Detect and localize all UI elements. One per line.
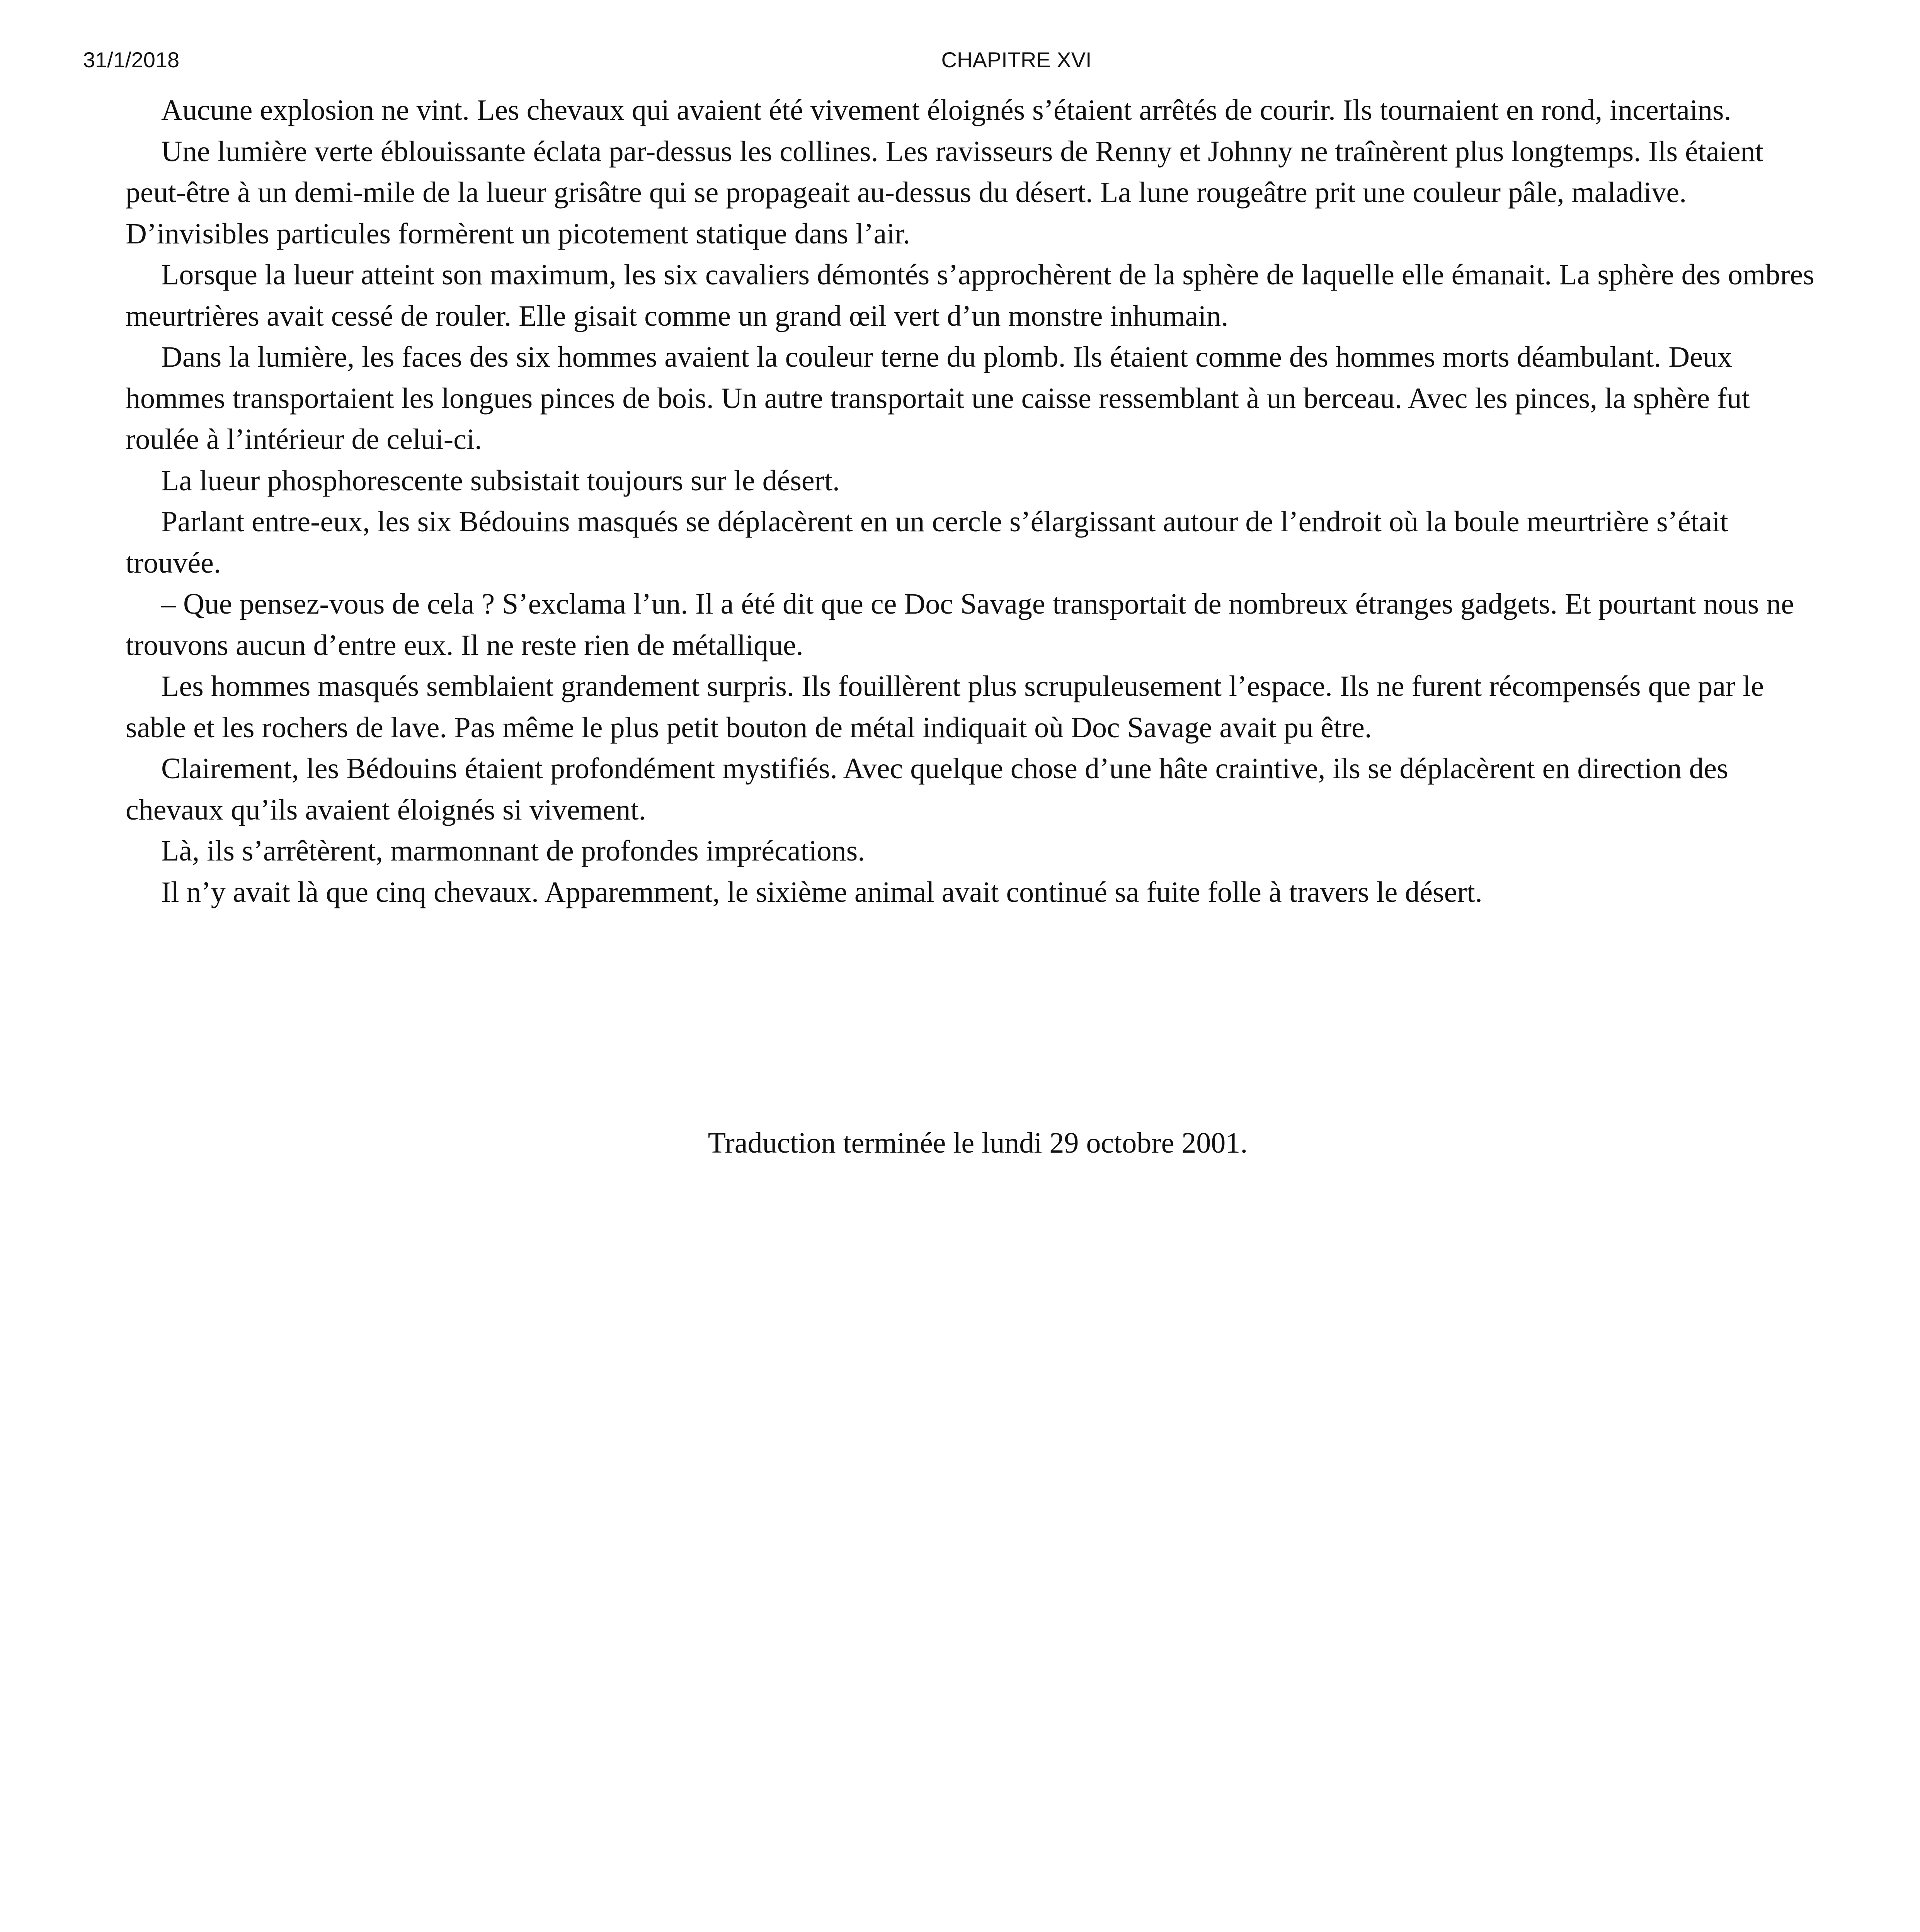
paragraph: Parlant entre-eux, les six Bédouins masqués se déplacèrent en un cercle s’élargissant autour de l’endroit où la boule meurtrière s’était trouvée. (126, 505, 1728, 579)
chapter-body (126, 90, 1816, 913)
paragraph: Dans la lumière, les faces des six hommes avaient la couleur terne du plomb. Ils étaient comme des hommes morts déambulant. Deux hommes transportaient les longues pinces de bois. Un autre transportait une caisse ressemblant à un berceau. Avec les pinces, la sphère fut roulée à l’intérieur de celui-ci. (126, 341, 1750, 456)
translation-note: Traduction terminée le lundi 29 octobre 2001. (708, 1127, 1248, 1159)
page-title: CHAPITRE XVI (941, 48, 1092, 72)
paragraph: Les hommes masqués semblaient grandement surpris. Ils fouillèrent plus scrupuleusement l’espace. Ils ne furent récompensés que par le sable et les rochers de lave. Pas même le plus petit bouton de métal indiquait où Doc Savage avait pu être. (126, 670, 1764, 744)
paragraph: Il n’y avait là que cinq chevaux. Apparemment, le sixième animal avait continué sa fuite folle à travers le désert. (161, 876, 1483, 908)
paragraph: Lorsque la lueur atteint son maximum, les six cavaliers démontés s’approchèrent de la sphère de laquelle elle émanait. La sphère des ombres meurtrières avait cessé de rouler. Elle gisait comme un grand œil vert d’un monstre inhumain. (126, 259, 1814, 332)
paragraph: Clairement, les Bédouins étaient profondément mystifiés. Avec quelque chose d’une hâte craintive, ils se déplacèrent en direction des chevaux qu’ils avaient éloignés si vivement. (126, 752, 1728, 826)
paragraph: Une lumière verte éblouissante éclata par-dessus les collines. Les ravisseurs de Renny et Johnny ne traînèrent plus longtemps. Ils étaient peut-être à un demi-mile de la lueur grisâtre qui se propageait au-dessus du désert. La lune rougeâtre prit une couleur pâle, maladive. D’invisibles particules formèrent un picotement statique dans l’air. (126, 135, 1763, 250)
paragraph: Là, ils s’arrêtèrent, marmonnant de profondes imprécations. (161, 835, 865, 867)
paragraph: Aucune explosion ne vint. Les chevaux qui avaient été vivement éloignés s’étaient arrêtés de courir. Ils tournaient en rond, incertains. (161, 94, 1731, 126)
paragraph: – Que pensez-vous de cela ? S’exclama l’un. Il a été dit que ce Doc Savage transportait de nombreux étranges gadgets. Et pourtant nous ne trouvons aucun d’entre eux. Il ne reste rien de métallique. (126, 588, 1794, 662)
print-date: 31/1/2018 (83, 48, 180, 72)
paragraph: La lueur phosphorescente subsistait toujours sur le désert. (161, 464, 840, 497)
